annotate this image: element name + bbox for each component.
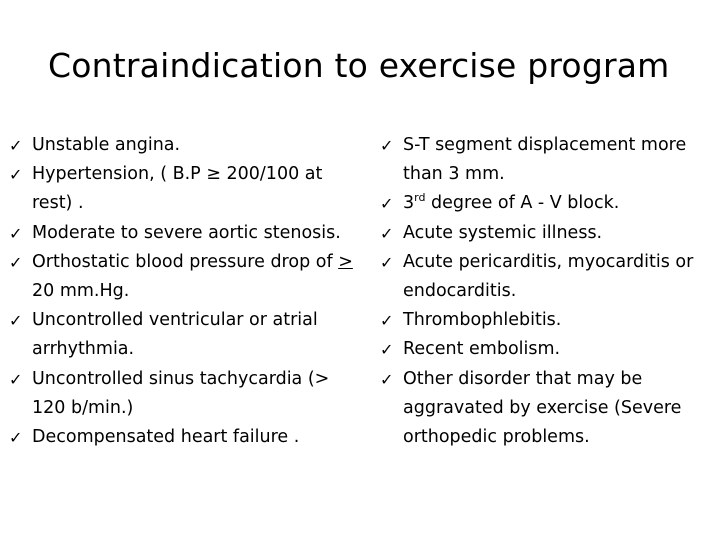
checkmark-icon: ✓ <box>9 428 23 448</box>
item-text: Uncontrolled ventricular or atrial arrhythmia. <box>32 310 318 360</box>
list-item <box>380 335 718 364</box>
list-item <box>9 306 354 364</box>
checkmark-icon: ✓ <box>380 223 394 243</box>
ordinal-suffix: rd <box>414 191 426 205</box>
slide-title: Contraindication to exercise program <box>48 46 670 85</box>
list-item <box>380 219 718 248</box>
item-text: Hypertension, ( B.P ≥ 200/100 at rest) . <box>32 164 323 214</box>
item-text: 3 <box>403 193 415 214</box>
list-item <box>9 160 354 218</box>
greater-equal-symbol: > <box>338 251 353 272</box>
checkmark-icon: ✓ <box>9 223 23 243</box>
checkmark-icon: ✓ <box>380 136 394 155</box>
checkmark-icon: ✓ <box>380 252 394 272</box>
item-text: Acute systemic illness. <box>403 222 603 243</box>
item-text: Uncontrolled sinus tachycardia (> 120 b/min.) <box>32 368 330 418</box>
checkmark-icon: ✓ <box>9 369 23 389</box>
checkmark-icon: ✓ <box>9 311 23 331</box>
list-item <box>380 306 718 335</box>
item-text-tail: 20 mm.Hg. <box>32 281 130 302</box>
list-item <box>9 131 354 160</box>
item-text: S-T segment displacement more than 3 mm. <box>403 135 687 185</box>
list-item <box>9 365 354 423</box>
list-item <box>9 248 354 306</box>
list-item <box>380 189 718 218</box>
checkmark-icon: ✓ <box>380 340 394 360</box>
item-text: Recent embolism. <box>403 339 561 360</box>
list-item <box>9 423 354 452</box>
left-bullet-list <box>9 131 354 452</box>
item-text-tail: degree of A - V block. <box>425 193 620 214</box>
checkmark-icon: ✓ <box>380 369 394 389</box>
checkmark-icon: ✓ <box>380 194 394 214</box>
checkmark-icon: ✓ <box>9 136 23 155</box>
checkmark-icon: ✓ <box>9 165 23 185</box>
item-text: Acute pericarditis, myocarditis or endocarditis. <box>403 251 694 302</box>
checkmark-icon: ✓ <box>380 311 394 331</box>
list-item <box>9 219 354 248</box>
item-text: Moderate to severe aortic stenosis. <box>32 222 341 243</box>
item-text: Other disorder that may be aggravated by exercise (Severe orthopedic problems. <box>403 368 682 448</box>
item-text: Thrombophlebitis. <box>403 310 562 331</box>
checkmark-icon: ✓ <box>9 252 23 272</box>
list-item <box>380 248 718 306</box>
right-bullet-list <box>380 131 718 452</box>
item-text: Decompensated heart failure . <box>32 427 300 448</box>
item-text: Unstable angina. <box>32 135 181 155</box>
list-item <box>380 365 718 453</box>
list-item <box>380 131 718 189</box>
item-text: Orthostatic blood pressure drop of <box>32 251 339 272</box>
